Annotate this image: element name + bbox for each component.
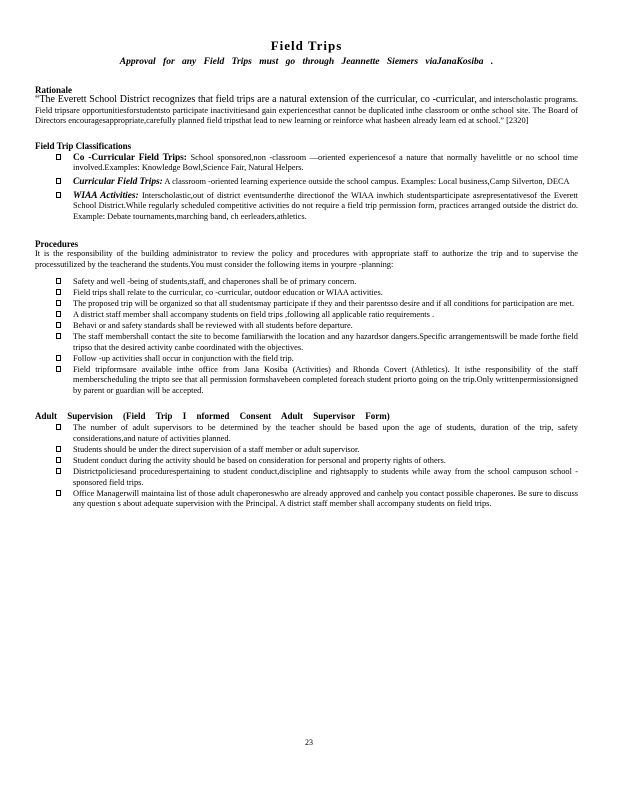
- classifications-heading: Field Trip Classifications: [35, 140, 132, 151]
- list-item: [73, 456, 578, 467]
- approval-note: Approval for any Field Trips must go through Jeannette Siemers viaJanaKosiba .: [119, 57, 494, 67]
- rationale-body: and interscholastic programs. Field tripsare opportunitiesforstudentsto participate inactivitiesand gain experiencesthat cannot be duplicated inthe classroom or onthe school site. The Board of Directors encouragesappropriate,carefully planned field tripsthat lead to new learning or reinforce what hasbeen already learn ed at school.” [2320]: [35, 95, 578, 126]
- checkbox-bullet-icon: [56, 333, 61, 339]
- checkbox-bullet-icon: [56, 192, 61, 198]
- classification-list: [35, 153, 578, 223]
- procedures-heading: Procedures: [35, 239, 79, 250]
- list-item: [73, 299, 578, 310]
- checkbox-bullet-icon: [56, 322, 61, 328]
- procedure-text: Safety and well -being of students,staff, and chaperones shall be of primary concern.: [73, 276, 357, 286]
- page-number: 23: [305, 738, 313, 747]
- checkbox-bullet-icon: [56, 366, 61, 372]
- classification-text: School sponsored,non -classroom —oriented experiencesof a nature that normally havelittle or no school time involved.Examples: Knowledge Bowl,Science Fair, Natural Helpers.: [73, 152, 578, 173]
- procedure-text: The staff membershall contact the site to become familiarwith the location and any hazardsor dangers.Specific arrangementswill be made forthe field tripso that the desired activity canbe coordinated with the objectives.: [73, 332, 578, 352]
- classification-term: Co -Curricular Field Trips:: [73, 152, 187, 163]
- procedures-list: [35, 277, 578, 397]
- list-item: [73, 423, 578, 444]
- list-item: [73, 277, 578, 288]
- classification-term: WIAA Activities:: [73, 190, 139, 201]
- checkbox-bullet-icon: [56, 355, 61, 361]
- supervision-text: Student conduct during the activity should be based on consideration for personal and property rights of others.: [73, 455, 446, 465]
- supervision-text: Students should be under the direct supervision of a staff member or adult supervisor.: [73, 444, 360, 454]
- classification-text: A classroom -oriented learning experience outside the school campus. Examples: Local business,Camp Silverton, DECA: [162, 176, 570, 186]
- checkbox-bullet-icon: [56, 178, 61, 184]
- list-item: [73, 153, 578, 174]
- procedure-text: A district staff member shall accompany students on field trips ,following all applicable ratio requirements .: [73, 309, 435, 319]
- supervision-text: Office Managerwill maintaina list of those adult chaperoneswho are already approved and canhelp you contact possible chaperones. Be sure to discuss any question s about adequate supervision with the Principal. A district staff member shall accompany students on field trips.: [73, 488, 578, 509]
- checkbox-bullet-icon: [56, 154, 61, 160]
- checkbox-bullet-icon: [56, 446, 61, 452]
- supervision-text: Districtpoliciesand procedurespertaining to student conduct,discipline and rightsapply to students while away from the school campuson school -sponsored field trips.: [73, 466, 578, 487]
- list-item: [73, 332, 578, 353]
- rationale-quote-start: “The Everett School District recognizes that field trips are a natural extension of the curricular, co -curricular,: [35, 94, 477, 105]
- classification-text: Interscholastic,out of district eventsunderthe directionof the WIAA inwhich studentsparticipate asrepresentativesof the Everett School District.While regularly scheduled competitive activities do not require a field trip permission form, practices arranged outside the district do. Example: Debate tournaments,marching band, ch eerleaders,athletics.: [73, 190, 579, 221]
- checkbox-bullet-icon: [56, 289, 61, 295]
- checkbox-bullet-icon: [56, 424, 61, 430]
- checkbox-bullet-icon: [56, 468, 61, 474]
- list-item: [73, 354, 578, 365]
- list-item: [73, 310, 578, 321]
- list-item: [73, 288, 578, 299]
- list-item: [73, 489, 578, 510]
- list-item: [73, 191, 578, 223]
- procedures-intro: It is the responsibility of the building administrator to review the policy and procedures with appropriate staff to authorize the trip and to supervise the processutilized by the teacherand the students.You must consider the following items in yourpre -planning:: [35, 249, 578, 269]
- procedure-text: Behavi or and safety standards shall be reviewed with all students before departure.: [73, 320, 353, 330]
- supervision-heading: Adult Supervision (Field Trip I nformed Consent Adult Supervisor Form): [35, 411, 390, 422]
- procedure-text: Follow -up activities shall occur in conjunction with the field trip.: [73, 353, 294, 363]
- list-item: [73, 177, 578, 188]
- checkbox-bullet-icon: [56, 278, 61, 284]
- list-item: [73, 467, 578, 488]
- checkbox-bullet-icon: [56, 490, 61, 496]
- procedure-text: Field tripformsare available inthe office from Jana Kosiba (Activities) and Rhonda Covert (Athletics). It isthe responsibility of the staff memberscheduling the tripto see that all permission formshavebeen completed foreach student priorto going on the trip.Only writtenpermissionsigned by parent or guardian will be accepted.: [73, 364, 578, 395]
- rationale-heading: Rationale: [35, 85, 72, 95]
- supervision-text: The number of adult supervisors to be determined by the teacher should be based upon the age of students, duration of the trip, safety considerations,and nature of activities planned.: [73, 423, 578, 443]
- procedure-text: Field trips shall relate to the curricular, co -curricular, outdoor education or WIAA activities.: [73, 287, 383, 297]
- checkbox-bullet-icon: [56, 311, 61, 317]
- list-item: [73, 445, 578, 456]
- list-item: [73, 321, 578, 332]
- rationale-text: [35, 95, 578, 127]
- list-item: [73, 365, 578, 397]
- supervision-list: [35, 423, 578, 510]
- procedure-text: The proposed trip will be organized so that all studentsmay participate if they and their parentsso desire and if all conditions for participation are met.: [73, 298, 575, 308]
- page-title: Field Trips: [270, 38, 343, 53]
- classification-term: Curricular Field Trips:: [73, 176, 163, 187]
- checkbox-bullet-icon: [56, 300, 61, 306]
- checkbox-bullet-icon: [56, 457, 61, 463]
